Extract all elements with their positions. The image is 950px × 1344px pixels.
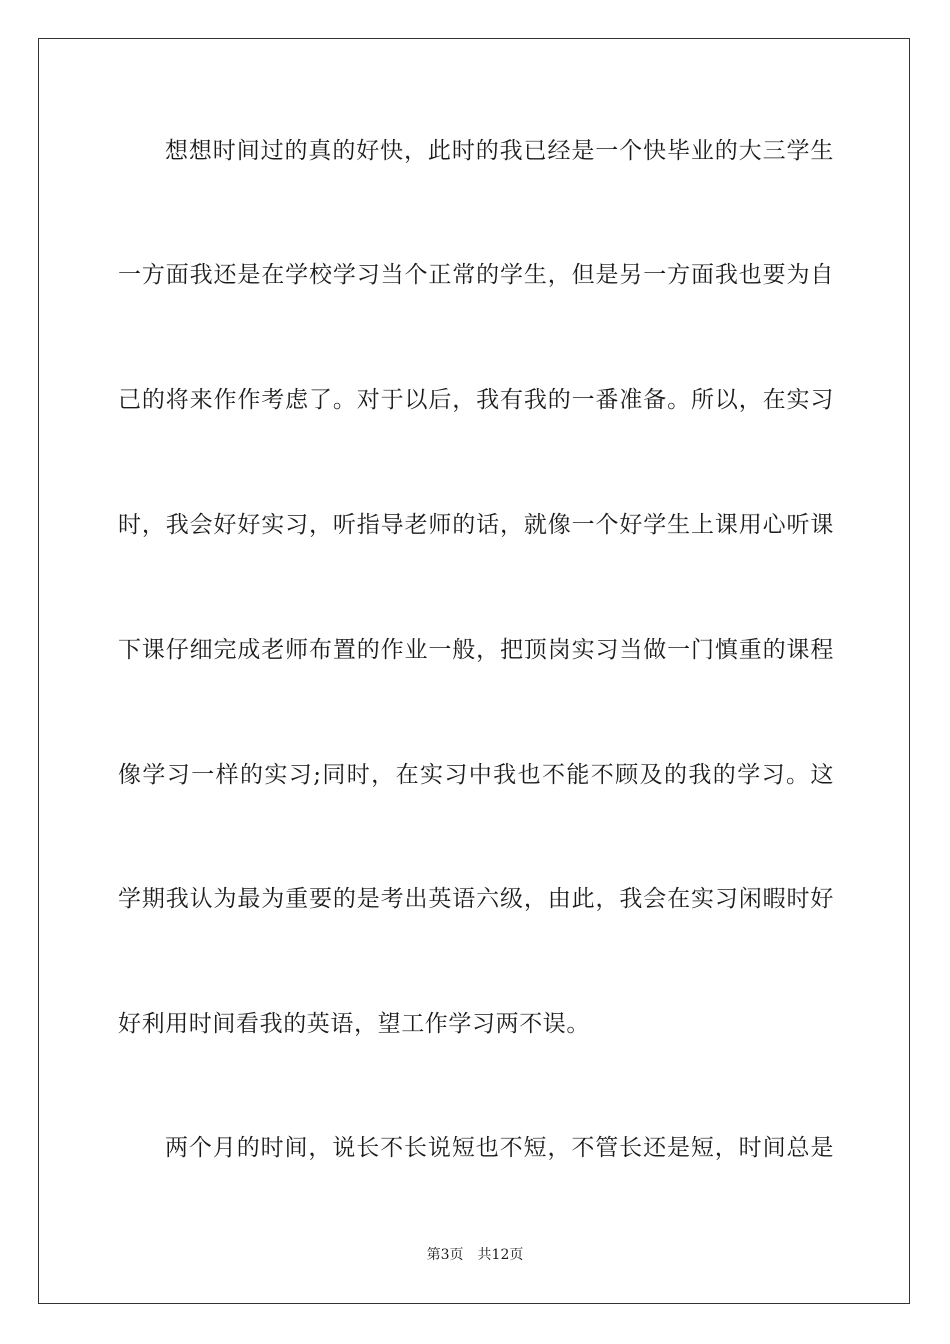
total-pages: 共12页 bbox=[477, 1247, 524, 1263]
text-line: 学期我认为最为重要的是考出英语六级，由此，我会在实习闲暇时好 bbox=[118, 886, 834, 912]
text-line: 好利用时间看我的英语，望工作学习两不误。 bbox=[118, 1011, 590, 1037]
text-line: 下课仔细完成老师布置的作业一般，把顶岗实习当做一门慎重的课程 bbox=[118, 637, 834, 663]
page-number: 第3页 bbox=[426, 1247, 464, 1263]
text-line: 两个月的时间，说长不长说短也不短，不管长还是短，时间总是 bbox=[165, 1135, 834, 1161]
page-border bbox=[38, 38, 910, 1304]
page-footer bbox=[0, 1246, 950, 1264]
text-line: 想想时间过的真的好快，此时的我已经是一个快毕业的大三学生 bbox=[165, 138, 834, 164]
text-line: 一方面我还是在学校学习当个正常的学生，但是另一方面我也要为自 bbox=[118, 262, 834, 288]
text-line: 像学习一样的实习;同时，在实习中我也不能不顾及的我的学习。这 bbox=[118, 762, 834, 788]
text-line: 时，我会好好实习，听指导老师的话，就像一个好学生上课用心听课 bbox=[118, 512, 834, 538]
text-line: 己的将来作作考虑了。对于以后，我有我的一番准备。所以，在实习 bbox=[118, 387, 834, 413]
